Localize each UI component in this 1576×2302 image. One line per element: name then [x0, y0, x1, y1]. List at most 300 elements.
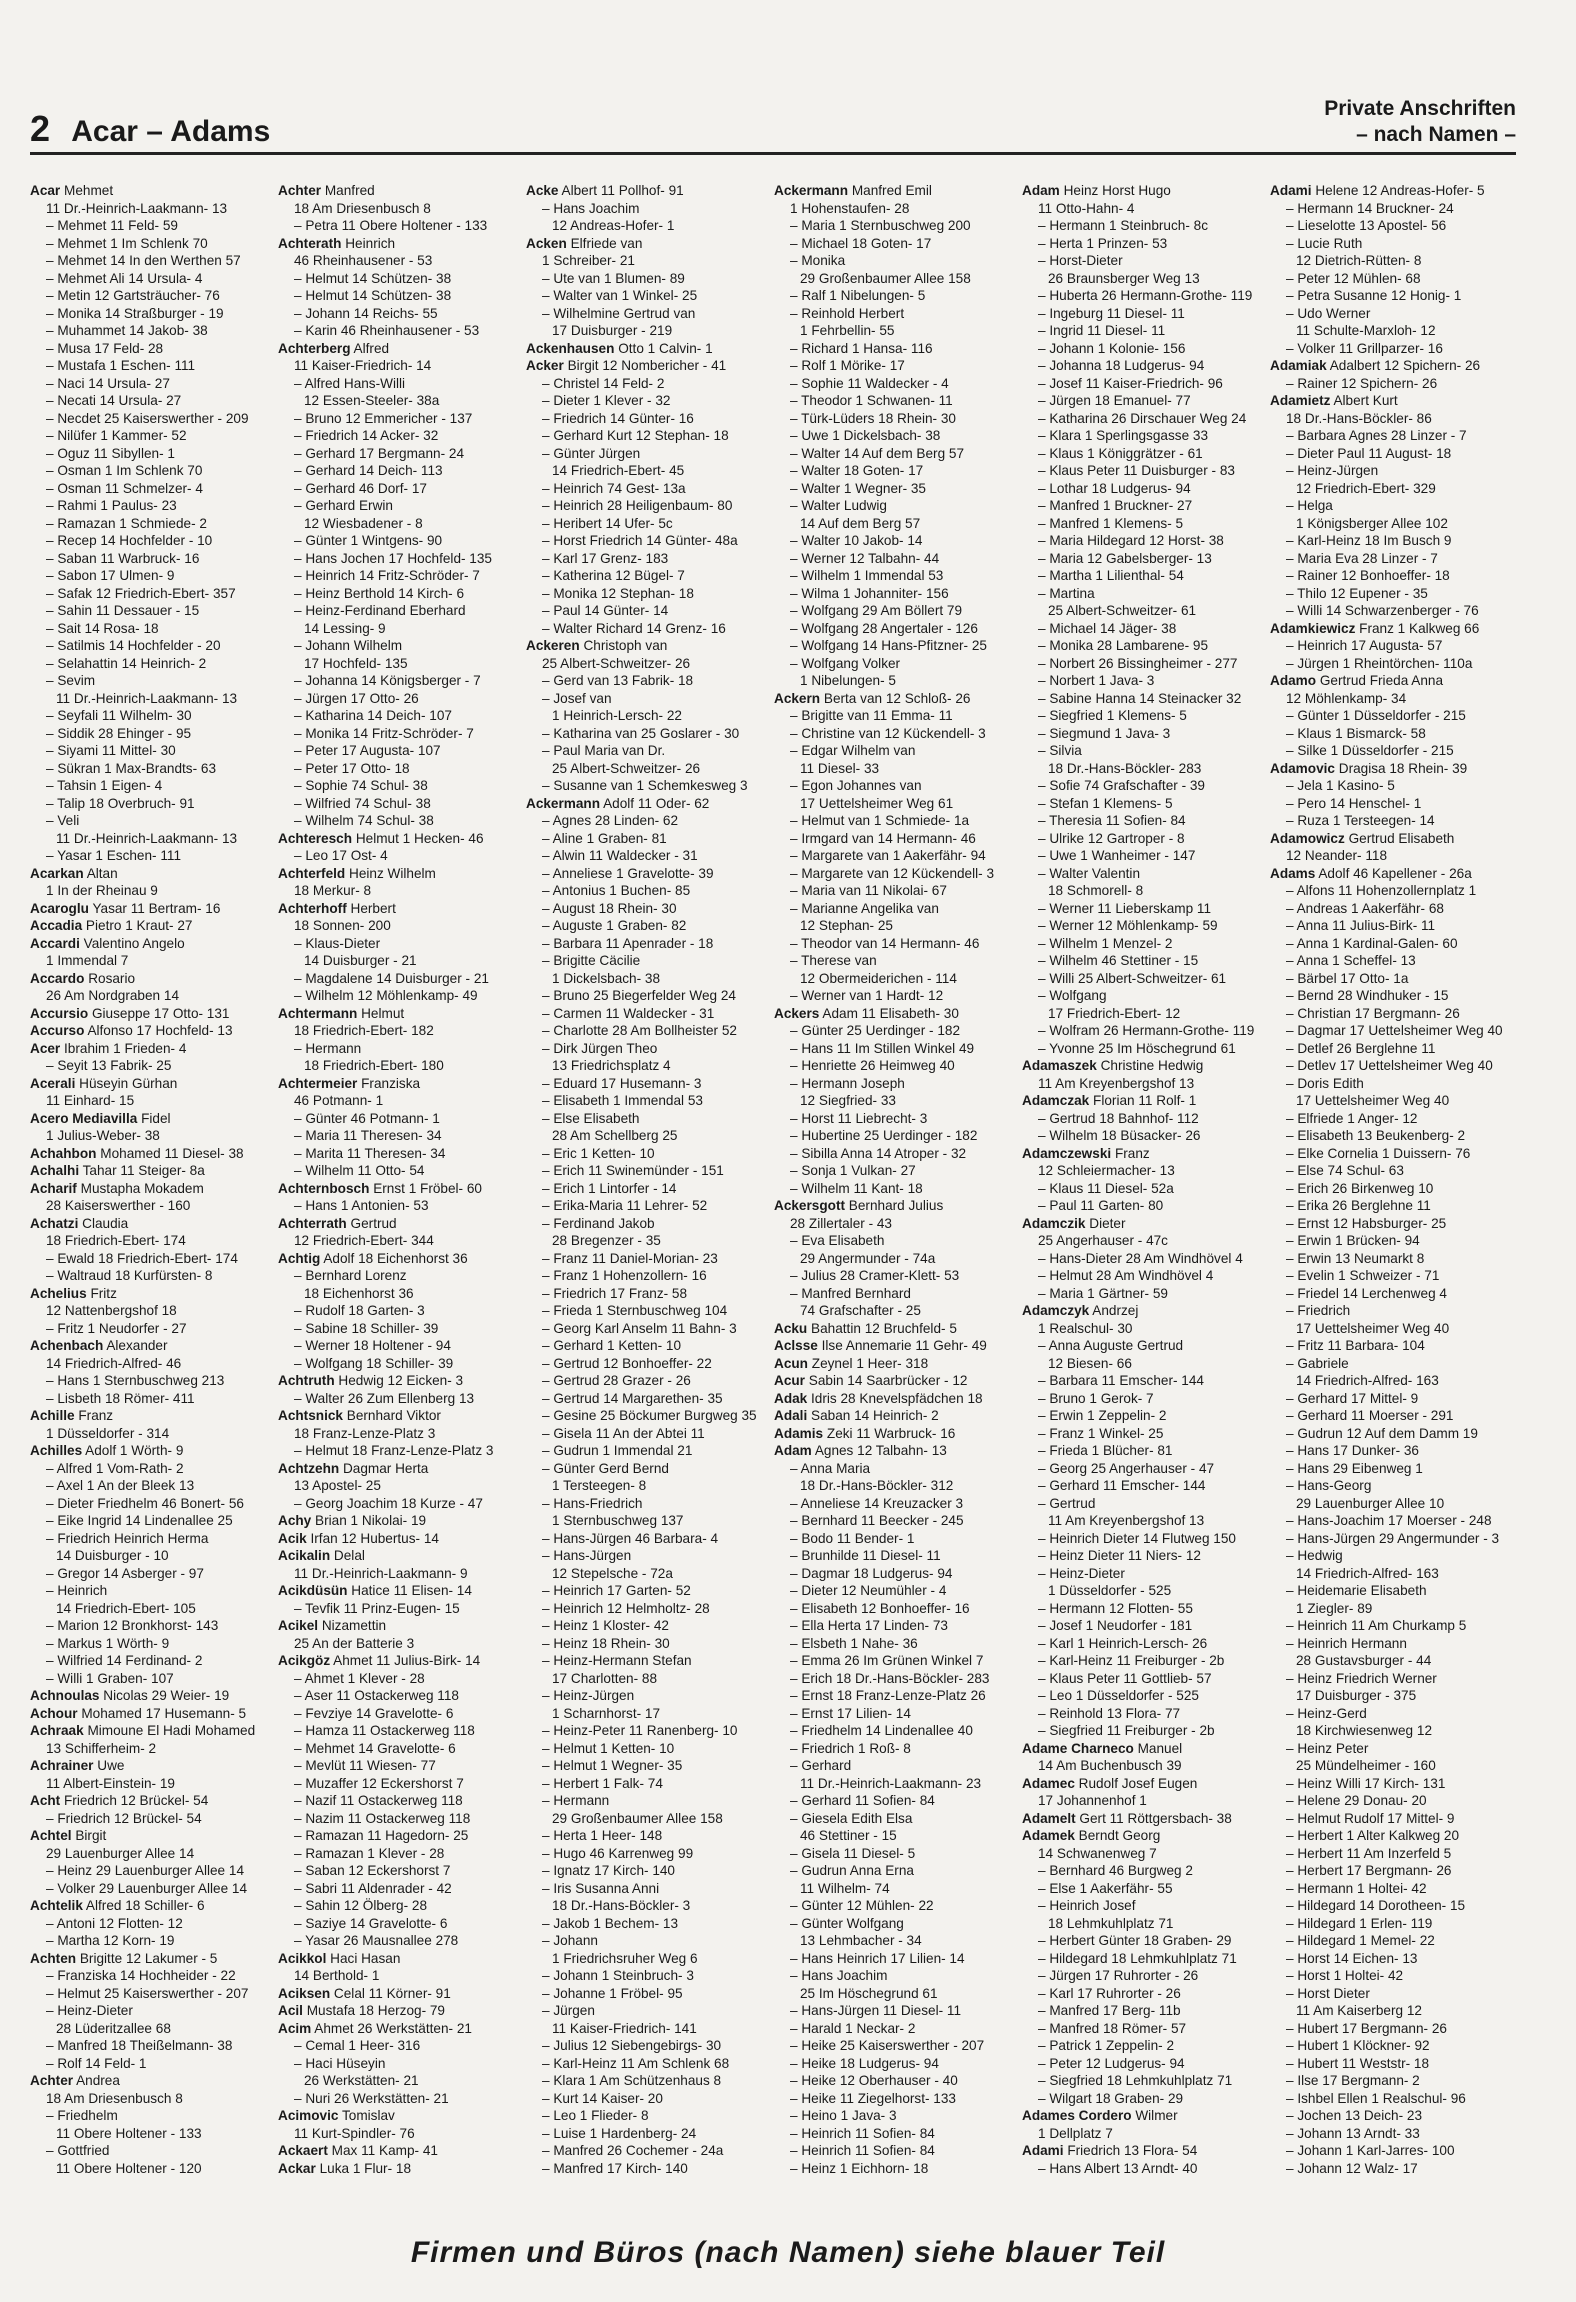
entry-text: – Johann 13 Arndt- 33 — [1286, 2125, 1420, 2141]
entry-text: Tahar 11 Steiger- 8a — [82, 1163, 205, 1178]
entry-line — [1022, 567, 1266, 585]
entry-text: Giuseppe 17 Otto- 131 — [91, 1005, 230, 1021]
entry-line — [278, 305, 522, 323]
entry-line — [30, 2142, 274, 2160]
entry-text: – Heike 25 Kaiserswerther - 207 — [790, 2038, 985, 2053]
entry-surname: Accadia — [30, 918, 83, 933]
entry-line — [774, 777, 1018, 795]
entry-line — [526, 1250, 770, 1268]
entry-line — [1270, 742, 1514, 760]
entry-text: 17 Duisburger - 219 — [552, 323, 673, 338]
entry-line — [1022, 1442, 1266, 1460]
entry-line — [278, 760, 522, 778]
entry-line — [1270, 1005, 1514, 1023]
entry-line — [30, 322, 274, 340]
entry-line — [774, 427, 1018, 445]
entry-line — [1022, 1565, 1266, 1583]
entry-line — [1022, 1897, 1266, 1915]
entry-text: 18 Am Driesenbusch 8 — [46, 2090, 183, 2106]
entry-surname: Acer — [30, 1040, 61, 1056]
entry-text: 12 Friedrich-Ebert- 344 — [294, 1233, 434, 1248]
entry-line — [774, 2125, 1018, 2143]
entry-line — [278, 515, 522, 533]
entry-text: – Siegmund 1 Java- 3 — [1038, 725, 1171, 741]
entry-text: – Hans Jochen 17 Hochfeld- 135 — [294, 550, 492, 566]
entry-text: – Gerhard — [790, 1758, 852, 1773]
entry-line — [278, 1442, 522, 1460]
entry-text: – Wolfram 26 Hermann-Grothe- 119 — [1038, 1023, 1255, 1038]
entry-text: – Georg 25 Angerhauser - 47 — [1038, 1460, 1215, 1476]
entry-text: – Helmut van 1 Schmiede- 1a — [790, 813, 970, 828]
entry-text: – Helmut Rudolf 17 Mittel- 9 — [1286, 1810, 1455, 1826]
entry-text: Gert 11 Röttgersbach- 38 — [1079, 1810, 1232, 1826]
entry-line — [526, 1985, 770, 2003]
entry-text: – Horst Friedrich 14 Günter- 48a — [542, 533, 738, 548]
entry-line — [526, 1845, 770, 1863]
entry-text: 1 Heinrich-Lersch- 22 — [552, 708, 682, 723]
entry-line — [526, 1127, 770, 1145]
entry-text: – Heinrich 12 Helmholtz- 28 — [542, 1600, 710, 1616]
entry-line — [526, 1337, 770, 1355]
entry-line — [278, 1880, 522, 1898]
entry-text: – Franz 1 Winkel- 25 — [1038, 1425, 1164, 1441]
entry-text: – Walter 14 Auf dem Berg 57 — [790, 445, 965, 461]
entry-text: – Hans-Friedrich — [542, 1495, 643, 1511]
entry-line — [1022, 760, 1266, 778]
entry-text: – Huberta 26 Hermann-Grothe- 119 — [1038, 288, 1253, 303]
entry-line — [1022, 795, 1266, 813]
entry-text: – Klaus-Dieter — [294, 935, 381, 951]
entry-line — [1270, 707, 1514, 725]
entry-text: – Hans Heinrich 17 Lilien- 14 — [790, 1950, 965, 1966]
entry-line — [1022, 602, 1266, 620]
entry-surname-line — [774, 1372, 1018, 1390]
entry-line — [1270, 2020, 1514, 2038]
entry-line — [278, 2090, 522, 2108]
entry-text: – Ernst 17 Lilien- 14 — [790, 1705, 911, 1721]
entry-text: – Elisabeth 1 Immendal 53 — [542, 1093, 703, 1108]
entry-text: – Talip 18 Overbruch- 91 — [46, 795, 195, 811]
entry-line — [774, 532, 1018, 550]
entry-line — [774, 1110, 1018, 1128]
entry-line — [278, 2072, 522, 2090]
entry-line — [1270, 2037, 1514, 2055]
entry-line — [1022, 917, 1266, 935]
entry-text: Andrzej — [1092, 1303, 1139, 1318]
entry-line — [1022, 1110, 1266, 1128]
entry-line — [1270, 1862, 1514, 1880]
entry-surname: Adamo — [1270, 673, 1317, 688]
entry-text: 1 Düsseldorfer - 525 — [1048, 1583, 1172, 1598]
entry-text: – Mehmet Ali 14 Ursula- 4 — [46, 270, 203, 286]
entry-surname-line — [278, 1372, 522, 1390]
entry-line — [1270, 375, 1514, 393]
entry-text: – Heinrich 74 Gest- 13a — [542, 480, 686, 496]
entry-text: – Hans Joachim — [790, 1968, 888, 1983]
entry-text: – Iris Susanna Anni — [542, 1880, 660, 1896]
entry-line — [30, 952, 274, 970]
entry-line — [278, 725, 522, 743]
entry-line — [526, 847, 770, 865]
entry-line — [30, 2160, 274, 2178]
entry-line — [526, 935, 770, 953]
entry-text: – Yasar 1 Eschen- 111 — [46, 848, 182, 863]
entry-text: – Hubert 1 Klöckner- 92 — [1286, 2038, 1430, 2053]
entry-text: – Karl-Heinz 11 Am Schlenk 68 — [542, 2055, 730, 2071]
entry-text: – Heino 1 Java- 3 — [790, 2108, 897, 2123]
entry-line — [1270, 882, 1514, 900]
entry-line — [30, 200, 274, 218]
entry-line — [774, 410, 1018, 428]
entry-text: – Agnes 28 Linden- 62 — [542, 813, 679, 828]
entry-line — [30, 1267, 274, 1285]
entry-text: – Uwe 1 Dickelsbach- 38 — [790, 428, 941, 443]
entry-text: Berta van 12 Schloß- 26 — [823, 690, 971, 706]
entry-line — [1022, 1670, 1266, 1688]
entry-surname-line — [774, 1320, 1018, 1338]
entry-line — [526, 1967, 770, 1985]
entry-surname-line — [1022, 1775, 1266, 1793]
entry-line — [1022, 2055, 1266, 2073]
entry-text: – Heinrich 17 Garten- 52 — [542, 1583, 691, 1598]
entry-text: – Marion 12 Bronkhorst- 143 — [46, 1618, 219, 1633]
entry-line — [526, 2125, 770, 2143]
entry-text: – Walter 1 Wegner- 35 — [790, 480, 926, 496]
entry-line — [1270, 637, 1514, 655]
entry-text: – Erich 11 Swinemünder - 151 — [542, 1163, 724, 1178]
entry-text: – Yasar 26 Mausnallee 278 — [294, 1933, 459, 1948]
entry-text: – Klara 1 Am Schützenhaus 8 — [542, 2073, 722, 2088]
entry-line — [1022, 1617, 1266, 1635]
entry-surname: Adamczik — [1022, 1215, 1086, 1231]
entry-line — [30, 672, 274, 690]
entry-text: 14 Friedrich-Ebert- 105 — [56, 1600, 196, 1616]
entry-text: – Yvonne 25 Im Höschegrund 61 — [1038, 1040, 1236, 1056]
entry-line — [526, 287, 770, 305]
entry-line — [278, 2125, 522, 2143]
entry-line — [526, 1617, 770, 1635]
entry-text: Hüseyin Gürhan — [79, 1075, 178, 1091]
entry-text: 28 Lüderitzallee 68 — [56, 2020, 171, 2036]
entry-text: – Anna 1 Kardinal-Galen- 60 — [1286, 935, 1458, 951]
entry-text: – Günter 25 Uerdinger - 182 — [790, 1023, 961, 1038]
entry-surname-line — [30, 1687, 274, 1705]
entry-text: – Heinz Peter — [1286, 1740, 1369, 1756]
entry-text: – Muhammet 14 Jakob- 38 — [46, 323, 208, 338]
entry-text: – Johann 14 Reichs- 55 — [294, 305, 438, 321]
entry-text: – Heinz Friedrich Werner — [1286, 1670, 1437, 1686]
entry-text: – Herta 1 Prinzen- 53 — [1038, 235, 1168, 251]
entry-text: – Manfred 26 Cochemer - 24a — [542, 2143, 724, 2158]
entry-line — [1022, 812, 1266, 830]
entry-line — [1022, 1705, 1266, 1723]
entry-surname-line — [1022, 1740, 1266, 1758]
entry-text: 17 Duisburger - 375 — [1296, 1688, 1417, 1703]
entry-line — [774, 1530, 1018, 1548]
entry-line — [526, 1442, 770, 1460]
entry-text: 1 Nibelungen- 5 — [800, 673, 896, 688]
entry-line — [526, 532, 770, 550]
entry-text: – Jürgen 1 Rheintörchen- 110a — [1286, 655, 1473, 671]
entry-text: – Maria 1 Sternbuschweg 200 — [790, 218, 971, 233]
entry-text: – Cemal 1 Heer- 316 — [294, 2038, 421, 2053]
entry-text: – Heinrich Dieter 14 Flutweg 150 — [1038, 1530, 1236, 1546]
entry-line — [1270, 532, 1514, 550]
entry-text: – Hildegard 14 Dorotheen- 15 — [1286, 1898, 1466, 1913]
entry-line — [526, 900, 770, 918]
entry-text: Agnes 12 Talbahn- 13 — [814, 1443, 947, 1458]
entry-text: – Heinz-Peter 11 Ranenberg- 10 — [542, 1723, 738, 1738]
entry-line — [278, 637, 522, 655]
entry-line — [1270, 1547, 1514, 1565]
entry-line — [30, 1477, 274, 1495]
entry-text: – Maria 11 Theresen- 34 — [294, 1128, 442, 1143]
entry-text: Adolf 1 Wörth- 9 — [85, 1443, 184, 1458]
entry-surname-line — [30, 900, 274, 918]
entry-text: – Hermann 1 Holtei- 42 — [1286, 1880, 1427, 1896]
entry-line — [278, 200, 522, 218]
entry-text: – Rolf 14 Feld- 1 — [46, 2055, 147, 2071]
entry-line — [30, 532, 274, 550]
entry-surname-line — [1022, 1057, 1266, 1075]
entry-text: – Antoni 12 Flotten- 12 — [46, 1915, 183, 1931]
entry-line — [278, 1425, 522, 1443]
entry-text: – Heinz-Gerd — [1286, 1705, 1367, 1721]
directory-column — [774, 182, 1018, 2192]
entry-line — [1270, 2107, 1514, 2125]
entry-text: – Richard 1 Hansa- 116 — [790, 340, 933, 356]
entry-text: – Heinz-Jürgen — [542, 1688, 635, 1703]
entry-text: – Christian 17 Bergmann- 26 — [1286, 1005, 1460, 1021]
directory-column — [1270, 182, 1514, 2192]
entry-text: Christine Hedwig — [1100, 1058, 1204, 1073]
entry-line — [1270, 1722, 1514, 1740]
entry-text: – Johanna 14 Königsberger - 7 — [294, 673, 481, 688]
entry-text: – Andreas 1 Aakerfähr- 68 — [1286, 900, 1444, 916]
entry-surname: Ackaert — [278, 2143, 328, 2158]
entry-surname-line — [30, 1337, 274, 1355]
entry-line — [1022, 1880, 1266, 1898]
entry-text: – Ilse 17 Bergmann- 2 — [1286, 2073, 1420, 2088]
entry-line — [30, 497, 274, 515]
entry-line — [774, 1512, 1018, 1530]
directory-column — [30, 182, 274, 2192]
entry-surname: Achrainer — [30, 1758, 94, 1773]
entry-line — [774, 1582, 1018, 1600]
entry-text: – Bernd 28 Windhuker - 15 — [1286, 988, 1449, 1003]
entry-surname: Achatzi — [30, 1215, 79, 1231]
entry-surname-line — [30, 1145, 274, 1163]
entry-line — [526, 1372, 770, 1390]
entry-surname-line — [30, 1827, 274, 1845]
entry-text: – Lisbeth 18 Römer- 411 — [46, 1390, 195, 1406]
entry-text: 14 Duisburger - 10 — [56, 1548, 169, 1563]
entry-line — [30, 1670, 274, 1688]
entry-line — [30, 795, 274, 813]
entry-surname-line — [30, 1040, 274, 1058]
entry-text: Zeki 11 Warbruck- 16 — [826, 1425, 956, 1441]
entry-line — [1022, 1005, 1266, 1023]
entry-surname-line — [526, 637, 770, 655]
entry-line — [30, 760, 274, 778]
entry-text: – Pero 14 Henschel- 1 — [1286, 795, 1422, 811]
entry-line — [526, 1932, 770, 1950]
entry-line — [1022, 725, 1266, 743]
entry-text: – Josef 1 Neudorfer - 181 — [1038, 1618, 1193, 1633]
entry-surname-line — [278, 2020, 522, 2038]
entry-text: – Nazim 11 Ostackerweg 118 — [294, 1810, 471, 1826]
entry-line — [1270, 1040, 1514, 1058]
entry-text: – Sofie 74 Grafschafter - 39 — [1038, 778, 1205, 793]
entry-surname: Acimovic — [278, 2108, 339, 2123]
entry-line — [1022, 1180, 1266, 1198]
entry-line — [278, 1810, 522, 1828]
entry-surname-line — [30, 1950, 274, 1968]
entry-text: Pietro 1 Kraut- 27 — [85, 918, 193, 933]
entry-surname-line — [1022, 1827, 1266, 1845]
entry-line — [774, 550, 1018, 568]
entry-text: – Erika-Maria 11 Lehrer- 52 — [542, 1198, 708, 1213]
entry-text: – Hans-Georg — [1286, 1478, 1372, 1493]
entry-line — [526, 830, 770, 848]
entry-text: – Helmut 1 Ketten- 10 — [542, 1740, 675, 1756]
entry-text: – Wilfried 14 Ferdinand- 2 — [46, 1653, 203, 1668]
entry-text: – Wilhelm 1 Immendal 53 — [790, 568, 944, 583]
entry-text: – August 18 Rhein- 30 — [542, 900, 677, 916]
entry-text: – Lieselotte 13 Apostel- 56 — [1286, 218, 1447, 233]
entry-line — [774, 1250, 1018, 1268]
entry-text: Mustafa 18 Herzog- 79 — [306, 2003, 445, 2018]
entry-line — [30, 1302, 274, 1320]
entry-text: 18 Dr.-Hans-Böckler- 3 — [552, 1898, 691, 1913]
entry-text: 1 Immendal 7 — [46, 953, 129, 968]
entry-surname: Achtzehn — [278, 1460, 340, 1476]
entry-text: – Norbert 1 Java- 3 — [1038, 673, 1155, 688]
entry-text: 29 Lauenburger Allee 14 — [46, 1845, 195, 1861]
entry-text: – Willi 25 Albert-Schweitzer- 61 — [1038, 970, 1227, 986]
entry-text: – Erich 18 Dr.-Hans-Böckler- 283 — [790, 1670, 990, 1686]
entry-text: 18 Dr.-Hans-Böckler- 312 — [800, 1478, 954, 1493]
entry-text: – Ella Herta 17 Linden- 73 — [790, 1618, 948, 1633]
entry-line — [774, 252, 1018, 270]
entry-line — [774, 1757, 1018, 1775]
entry-text: – Necdet 25 Kaiserswerther - 209 — [46, 410, 249, 426]
entry-text: 13 Schifferheim- 2 — [46, 1740, 157, 1756]
entry-surname: Achtig — [278, 1250, 321, 1266]
entry-line — [30, 1355, 274, 1373]
entry-text: – Heike 11 Ziegelhorst- 133 — [790, 2090, 956, 2106]
entry-text: – Theodor van 14 Hermann- 46 — [790, 935, 980, 951]
entry-line — [1022, 620, 1266, 638]
entry-line — [1022, 1845, 1266, 1863]
entry-line — [526, 1652, 770, 1670]
entry-line — [774, 1617, 1018, 1635]
entry-text: Gertrud Frieda Anna — [1319, 673, 1444, 688]
entry-line — [30, 742, 274, 760]
entry-surname: Achter — [30, 2073, 74, 2088]
entry-text: – Oguz 11 Sibyllen- 1 — [46, 445, 175, 461]
entry-line — [774, 305, 1018, 323]
entry-text: – Aser 11 Ostackerweg 118 — [294, 1688, 459, 1703]
entry-text: – Herbert Günter 18 Graben- 29 — [1038, 1933, 1232, 1948]
entry-text: – Heinz-Jürgen — [1286, 463, 1379, 478]
entry-text: – Leo 17 Ost- 4 — [294, 848, 388, 863]
entry-text: – Sait 14 Rosa- 18 — [46, 620, 159, 636]
entry-line — [1270, 1950, 1514, 1968]
entry-line — [774, 725, 1018, 743]
entry-line — [30, 1057, 274, 1075]
entry-text: – Gertrud 14 Margarethen- 35 — [542, 1390, 723, 1406]
entry-line — [30, 1810, 274, 1828]
entry-line — [1270, 427, 1514, 445]
entry-line — [1270, 340, 1514, 358]
entry-text: – Manfred Bernhard — [790, 1285, 911, 1301]
entry-line — [526, 252, 770, 270]
entry-text: – Gesine 25 Böckumer Burgweg 35 — [542, 1408, 757, 1423]
entry-surname: Adamczyk — [1022, 1303, 1090, 1318]
entry-text: Albert Kurt — [1333, 393, 1398, 408]
entry-line — [526, 1827, 770, 1845]
entry-text: – Johann 1 Steinbruch- 3 — [542, 1968, 694, 1983]
entry-line — [526, 480, 770, 498]
entry-line — [1270, 1880, 1514, 1898]
entry-text: – Friedhelm — [46, 2108, 118, 2123]
entry-surname: Adak — [774, 1390, 808, 1406]
entry-line — [30, 1197, 274, 1215]
entry-line — [278, 970, 522, 988]
entry-surname-line — [1022, 1302, 1266, 1320]
entry-line — [30, 777, 274, 795]
entry-text: Albert 11 Pollhof- 91 — [561, 183, 684, 198]
entry-line — [526, 427, 770, 445]
entry-line — [1270, 1022, 1514, 1040]
entry-text: Max 11 Kamp- 41 — [331, 2143, 438, 2158]
entry-line — [774, 1967, 1018, 1985]
entry-line — [30, 1495, 274, 1513]
entry-line — [526, 1950, 770, 1968]
entry-text: – Josef van — [542, 690, 612, 706]
entry-text: – Sahin 11 Dessauer - 15 — [46, 603, 200, 618]
entry-surname-line — [1270, 865, 1514, 883]
entry-surname-line — [278, 830, 522, 848]
entry-text: – Karin 46 Rheinhausener - 53 — [294, 323, 480, 338]
entry-line — [774, 1810, 1018, 1828]
entry-text: 1 Julius-Weber- 38 — [46, 1128, 160, 1143]
entry-line — [774, 707, 1018, 725]
entry-surname: Achterfeld — [278, 865, 346, 881]
entry-text: – Heinrich 17 Augusta- 57 — [1286, 638, 1443, 653]
entry-text: 12 Möhlenkamp- 34 — [1286, 690, 1407, 706]
entry-text: – Mehmet 11 Feld- 59 — [46, 218, 178, 233]
entry-text: – Axel 1 An der Bleek 13 — [46, 1478, 195, 1493]
entry-text: – Wolfgang — [1038, 988, 1107, 1003]
entry-text: 1 Fehrbellin- 55 — [800, 323, 895, 338]
entry-line — [30, 1775, 274, 1793]
entry-text: – Bernhard Lorenz — [294, 1268, 407, 1283]
entry-text: 28 Zillertaler - 43 — [790, 1215, 892, 1231]
entry-text: 1 Hohenstaufen- 28 — [790, 200, 910, 216]
entry-text: – Heinrich 11 Sofien- 84 — [790, 2125, 935, 2141]
entry-text: – Karl-Heinz 11 Freiburger - 2b — [1038, 1653, 1225, 1668]
entry-text: – Ingeburg 11 Diesel- 11 — [1038, 305, 1185, 321]
entry-line — [30, 882, 274, 900]
entry-line — [278, 532, 522, 550]
entry-text: 1 Realschul- 30 — [1038, 1320, 1133, 1336]
entry-surname: Acikgöz — [278, 1653, 331, 1668]
entry-surname-line — [278, 865, 522, 883]
entry-text: 11 Wilhelm- 74 — [800, 1880, 890, 1896]
entry-line — [1022, 1127, 1266, 1145]
